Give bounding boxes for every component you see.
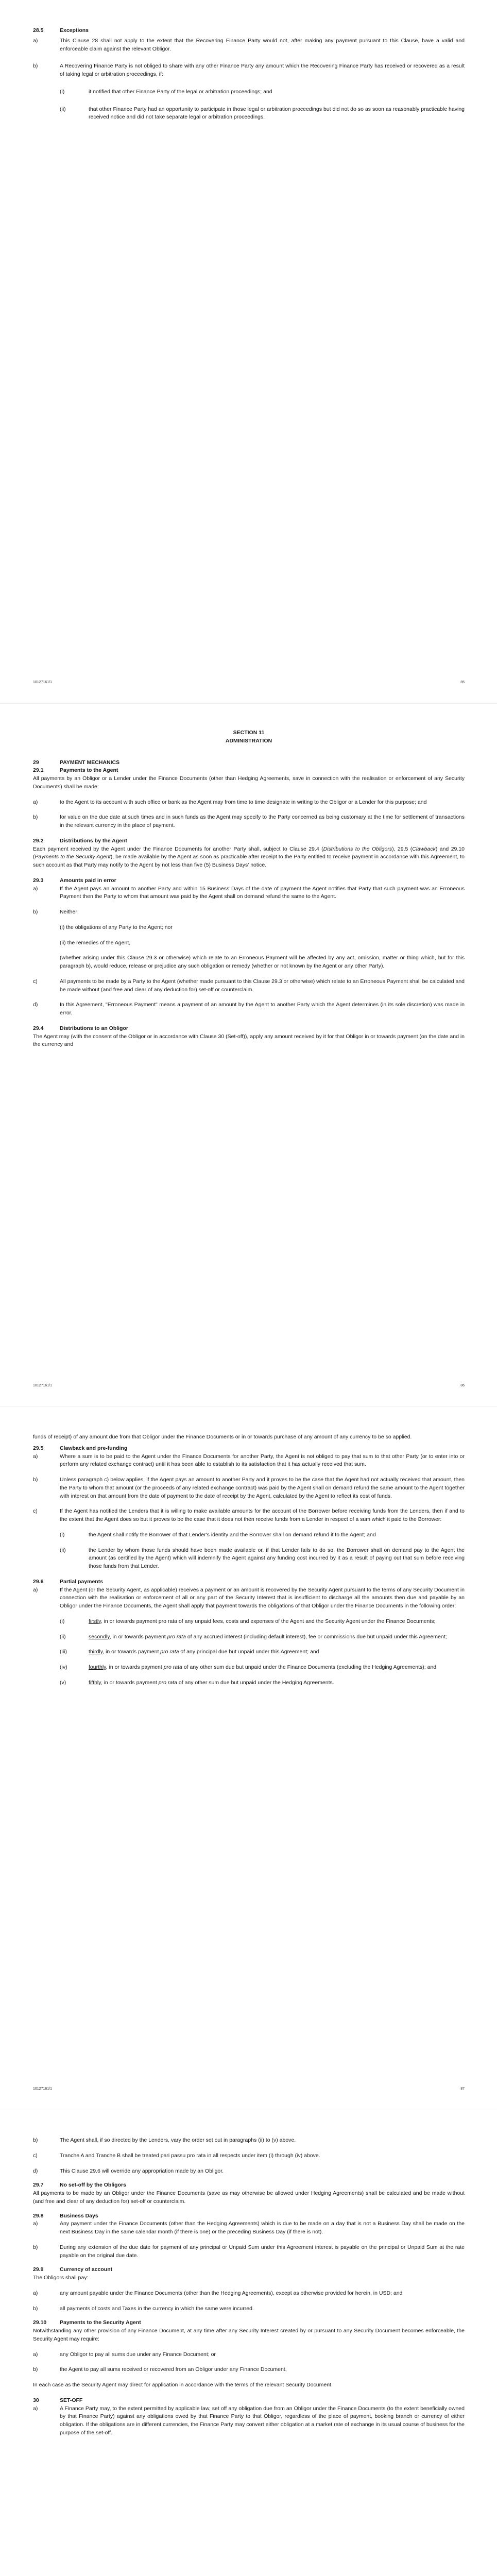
sub-paragraph-ii: (ii) the Lender by whom those funds should have been made available or, if that Lender fails to do so, the Borrower shall on demand pay to the Agent the amount (as certified by the Agent) which will indemnify the Agent against any funding cost incurred by it as a result of paying out that sum before receiving those funds from that Lender.	[60, 1547, 465, 1569]
paragraph-d: d) In this Agreement, "Erroneous Payment" means a payment of an amount by the Agent to another Party which the Agent determines (in its sole discretion) was made in error.	[33, 1002, 465, 1016]
sub-paragraph-i: (i) the Agent shall notify the Borrower of that Lender's identity and the Borrower shall on demand refund it to the Agent; and	[60, 1531, 376, 1538]
page-85-content	[33, 27, 465, 122]
clause-title: Exceptions	[60, 27, 89, 33]
page-footer	[33, 680, 465, 686]
clause-heading-29-10: 29.10 Payments to the Security Agent	[33, 2319, 141, 2326]
page-88-content	[33, 2137, 465, 2437]
clause-number: 28.5	[33, 27, 44, 33]
document-reference: 10127161/1	[33, 681, 52, 684]
sub-paragraph-i: (i) it notified that other Finance Party of the legal or arbitration proceedings; and	[60, 88, 272, 95]
paragraph-a: a) If the Agent (or the Security Agent, as applicable) receives a payment or an amount is recovered by the Security Agent pursuant to the terms of any Security Document in connection with the realisation or enforcement of all or any part of the Security Interest that is insufficient to discharge all the amounts then due and payable by an Obligor under the Finance Documents, the Agent shall apply that payment towards the obligations of that Obligor under the Finance Documents in the following order:	[33, 1586, 465, 1609]
sub-paragraph-i: (i) firstly, in or towards payment pro rata of any unpaid fees, costs and expenses of the Agent and the Security Agent under the Finance Documents;	[60, 1618, 436, 1624]
paragraph-a: a) Where a sum is to be paid to the Agent under the Finance Documents for another Party, the Agent is not obliged to pay that sum to that other Party (or to enter into or perform any related exchange contract) until it has been able to establish to its satisfaction that it has actually received that sum.	[33, 1453, 465, 1468]
paragraph-d: d) This Clause 29.6 will override any appropriation made by an Obligor.	[33, 2167, 224, 2174]
document-reference: 10127161/1	[33, 2087, 52, 2091]
sub-paragraph-ii: (ii) that other Finance Party had an opportunity to participate in those legal or arbitration proceedings but did not do so as soon as reasonably practicable having received notice and did not take separate legal or arbitration proceedings.	[60, 106, 465, 121]
clause-heading-29-7: 29.7 No set-off by the Obligors	[33, 2182, 126, 2189]
paragraph-b-tail: (whether arising under this Clause 29.3 or otherwise) which relate to an Erroneous Payment will be affected by any act, omission, matter or thing which, but for this paragraph b), would reduce, release or prejudice any such obligation or remedy (whether or not known by the Agent or any other Party).	[60, 955, 465, 969]
paragraph-b: b) Neither:	[33, 909, 79, 915]
paragraph-b: b) The Agent shall, if so directed by the Lenders, vary the order set out in paragraphs (ii) to (v) above.	[33, 2137, 296, 2143]
clause-heading-29: 29 PAYMENT MECHANICS	[33, 759, 120, 766]
sub-paragraph-v: (v) fifthly, in or towards payment pro rata of any other sum due but unpaid under the Hedging Agreements.	[60, 1679, 334, 1686]
section-number: SECTION 11	[233, 730, 265, 736]
page-footer	[33, 1383, 465, 1389]
paragraph-a: a) to the Agent to its account with such office or bank as the Agent may from time to time designate in writing to the Obligor or a Lender for this purpose; and	[33, 799, 427, 805]
paragraph-a: a) any amount payable under the Finance Documents (other than the Hedging Agreements), except as otherwise provided for herein, in USD; and	[33, 2290, 403, 2296]
paragraph-b-i: (i) the obligations of any Party to the Agent; nor	[60, 924, 173, 930]
document-reference: 10127161/1	[33, 1384, 52, 1387]
clause-heading-28-5	[33, 27, 465, 35]
paragraph-b-ii: (ii) the remedies of the Agent,	[60, 939, 131, 946]
clause-heading-29-3: 29.3 Amounts paid in error	[33, 877, 116, 884]
paragraph-a: a) Any payment under the Finance Documents (other than the Hedging Agreements) which is due to be made on a day that is not a Business Day shall be made on the next Business Day in the same calendar month (if there is one) or the preceding Business Day (if there is not).	[33, 2221, 465, 2235]
clause-heading-29-2: 29.2 Distributions by the Agent	[33, 837, 127, 844]
page-number: 86	[460, 1384, 465, 1387]
clause-29-1-text: All payments by an Obligor or a Lender under the Finance Documents (other than Hedging Agreements, save in connection with the realisation or enforcement of any Security Documents) shall be made:	[33, 775, 465, 790]
clause-29-2-text: Each payment received by the Agent under the Finance Documents for another Party shall, subject to Clause 29.4 (Distributions to the Obligors), 29.5 (Clawback) and 29.10 (Payments to the Security Agent), be made available by the Agent as soon as practicable after receipt to the Party entitled to receive payment in accordance with this Agreement, to such account as that Party may notify to the Agent by not less than five (5) Business Days' notice.	[33, 845, 465, 868]
paragraph-c: c) Tranche A and Tranche B shall be treated pari passu pro rata in all respects under item (i) through (iv) above.	[33, 2152, 320, 2159]
paragraph-b: b) all payments of costs and Taxes in the currency in which the same were incurred.	[33, 2305, 254, 2312]
clause-29-9-text: The Obligors shall pay:	[33, 2275, 89, 2281]
page-87-content	[33, 1433, 465, 1687]
paragraph-b: b) A Recovering Finance Party is not obliged to share with any other Finance Party any amount which the Recovering Finance Party has received or recovered as a result of taking legal or arbitration proceedings, if:	[33, 63, 465, 77]
clause-heading-29-8: 29.8 Business Days	[33, 2212, 98, 2219]
paragraph-a: a) any Obligor to pay all sums due under any Finance Document; or	[33, 2351, 216, 2358]
paragraph-b: b) for value on the due date at such times and in such funds as the Agent may specify to the Party concerned as being customary at the time for settlement of transactions in the relevant currency in the place of payment.	[33, 814, 465, 828]
clause-heading-30: 30 SET-OFF	[33, 2397, 83, 2403]
paragraph-a: a) If the Agent pays an amount to another Party and within 15 Business Days of the date of payment the Agent notifies that Party that such payment was an Erroneous Payment then the Party to whom that amount was paid by the Agent shall on demand refund the same to the Agent.	[33, 885, 465, 900]
sub-paragraph-ii: (ii) secondly, in or towards payment pro rata of any accrued interest (including default interest), fee or commissions due but unpaid under this Agreement;	[60, 1633, 447, 1640]
page-85	[0, 0, 497, 703]
clause-heading-29-5: 29.5 Clawback and pre-funding	[33, 1445, 128, 1451]
paragraph-b: b) the Agent to pay all sums received or recovered from an Obligor under any Finance Document,	[33, 2366, 287, 2373]
sub-paragraph-iii: (iii) thirdly, in or towards payment pro rata of any principal due but unpaid under this Agreement; and	[60, 1649, 319, 1655]
section-name: ADMINISTRATION	[225, 737, 272, 744]
paragraph-b: b) During any extension of the due date for payment of any principal or Unpaid Sum under this Agreement interest is payable on the principal or Unpaid Sum at the rate payable on the original due date.	[33, 2244, 465, 2259]
paragraph-c: c) If the Agent has notified the Lenders that it is willing to make available amounts for the account of the Borrower before receiving funds from the Lenders, then if and to the extent that the Agent does so but it proves to be the case that it does not then receive funds from a Lender in respect of a sum which it paid to the Borrower:	[33, 1508, 465, 1522]
paragraph-b: b) Unless paragraph c) below applies, if the Agent pays an amount to another Party and it proves to be the case that the Agent had not actually received that amount, then the Party to whom that amount (or the proceeds of any related exchange contract) was paid by the Agent shall on demand refund the same amount to the Agent together with interest on that amount from the date of payment to the date of receipt by the Agent, calculated by the Agent to reflect its cost of funds.	[33, 1477, 465, 1499]
continued-text: funds of receipt) of any amount due from that Obligor under the Finance Documents or in or towards purchase of any amount of any currency to be so applied.	[33, 1434, 412, 1440]
clause-29-7-text: All payments to be made by an Obligor under the Finance Documents (save as may otherwise be allowed under Hedging Agreements) shall be calculated and be made without (and free and clear of any deduction for) set-off or counterclaim.	[33, 2190, 465, 2205]
paragraph-a: a) A Finance Party may, to the extent permitted by applicable law, set off any obligation due from an Obligor under the Finance Documents (to the extent beneficially owned by that Finance Party) against any obligations owed by that Finance Party to that Obligor, regardless of the place of payment, booking branch or currency of either obligation. If the obligations are in different currencies, the Finance Party may convert either obligation at a market rate of exchange in its usual course of business for the purpose of the set-off.	[33, 2405, 465, 2436]
page-number: 85	[460, 681, 465, 684]
clause-29-10-tail: In each case as the Security Agent may direct for application in accordance with the terms of the relevant Security Document.	[33, 2382, 333, 2388]
paragraph-c: c) All payments to be made by a Party to the Agent (whether made pursuant to this Clause 29.3 or otherwise) which relate to an Erroneous Payment shall be calculated and be made without (and free and clear of any deduction for) set-off or counterclaim.	[33, 978, 465, 993]
clause-heading-29-9: 29.9 Currency of account	[33, 2266, 113, 2273]
clause-heading-29-6: 29.6 Partial payments	[33, 1578, 104, 1585]
clause-29-10-text: Notwithstanding any other provision of any Finance Document, at any time after any Security Interest created by or pursuant to any Security Document becomes enforceable, the Security Agent may require:	[33, 2328, 465, 2342]
page-86-content	[33, 729, 465, 1049]
sub-paragraph-iv: (iv) fourthly, in or towards payment pro rata of any other sum due but unpaid under the Finance Documents (excluding the Hedging Agreements); and	[60, 1664, 437, 1670]
page-number: 87	[460, 2087, 465, 2091]
page-86	[0, 703, 497, 1406]
paragraph-a: a) This Clause 28 shall not apply to the extent that the Recovering Finance Party would not, after making any payment pursuant to this Clause, have a valid and enforceable claim against the relevant Obligor.	[33, 37, 465, 52]
page-footer	[33, 2087, 465, 2092]
clause-heading-29-1: 29.1 Payments to the Agent	[33, 767, 118, 774]
clause-heading-29-4: 29.4 Distributions to an Obligor	[33, 1025, 128, 1031]
page-87	[0, 1406, 497, 2110]
page-88	[0, 2110, 497, 2576]
clause-29-4-text: The Agent may (with the consent of the Obligor or in accordance with Clause 30 (Set-off)), apply any amount received by it for that Obligor in or towards payment (on the date and in the currency and	[33, 1033, 465, 1048]
